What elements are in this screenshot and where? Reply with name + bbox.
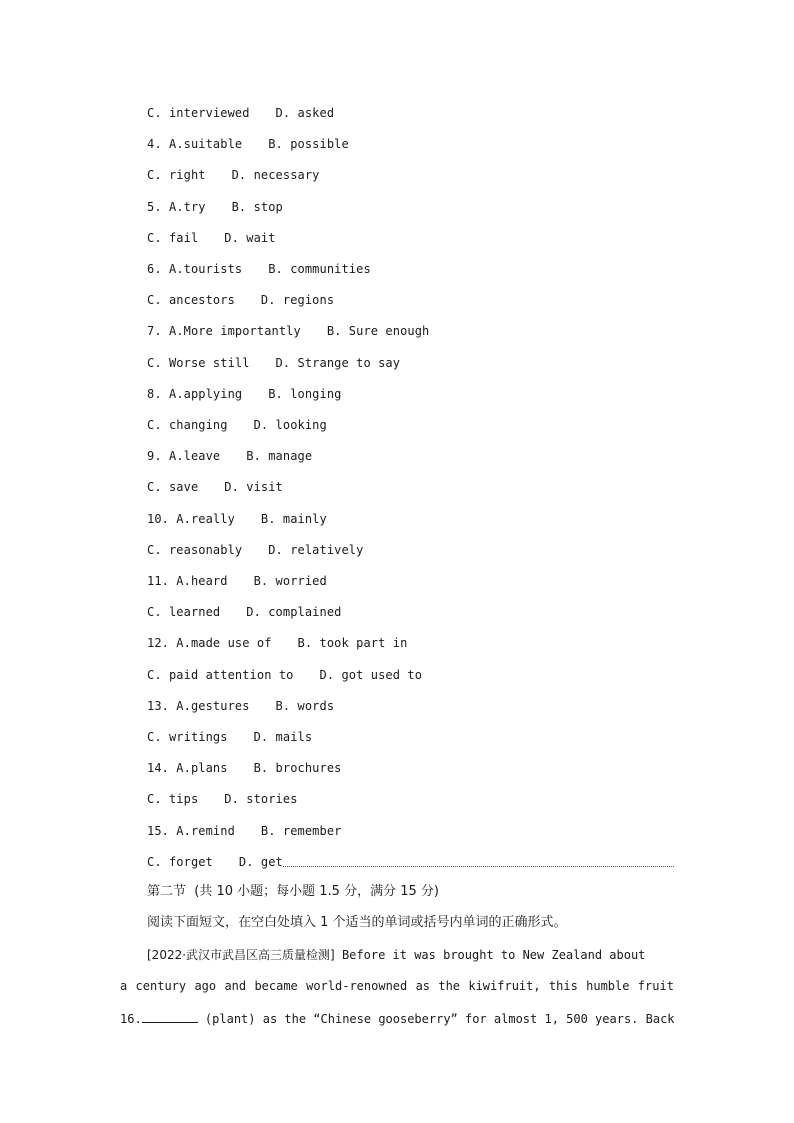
option-a: C. ancestors [147, 293, 235, 307]
option-a: 10. A.really [147, 512, 235, 526]
passage-word: ago [194, 979, 217, 993]
passage-word: kiwifruit, [468, 979, 541, 993]
passage-text: Before it was brought to New Zealand about [341, 948, 646, 962]
option-a: C. fail [147, 231, 199, 245]
passage-word: a [120, 979, 128, 993]
option-a: 14. A.plans [147, 761, 228, 775]
option-b: B. words [275, 699, 335, 713]
option-line [147, 760, 341, 776]
fill-in-blank[interactable] [142, 1010, 198, 1023]
passage-line-1 [147, 947, 674, 963]
option-line [147, 355, 400, 371]
blank-number: 16. [120, 1012, 142, 1026]
option-a: C. right [147, 168, 206, 182]
passage-word: and [224, 979, 247, 993]
option-line [147, 511, 327, 527]
option-b: D. looking [253, 418, 327, 432]
option-a: C. forget [147, 855, 213, 869]
option-b: B. stop [231, 200, 283, 214]
option-line [147, 199, 283, 215]
option-b: B. communities [268, 262, 371, 276]
option-line [147, 292, 334, 308]
option-line [147, 791, 298, 807]
passage-word: century [135, 979, 187, 993]
passage-source: [2022·武汉市武昌区高三质量检测] [147, 948, 335, 962]
option-line [147, 604, 341, 620]
option-a: C. writings [147, 730, 228, 744]
option-b: B. Sure enough [326, 324, 430, 338]
option-line [147, 823, 341, 839]
option-a: 9. A.leave [147, 449, 221, 463]
passage-text: (plant) as the “Chinese gooseberry” for almost 1, 500 years. Back [204, 1012, 675, 1026]
option-b: D. got used to [319, 668, 423, 682]
option-b: B. manage [246, 449, 313, 463]
option-b: D. stories [224, 792, 298, 806]
passage-line-3 [120, 1010, 674, 1027]
option-b: B. possible [268, 137, 349, 151]
option-a: 5. A.try [147, 200, 206, 214]
option-a: C. changing [147, 418, 228, 432]
option-line [147, 386, 341, 402]
option-b: B. remember [260, 824, 342, 838]
option-b: D. visit [224, 480, 283, 494]
option-line [147, 542, 363, 558]
passage-word: the [438, 979, 461, 993]
option-line [147, 479, 283, 495]
passage-word: fruit [637, 979, 674, 993]
dotted-separator [283, 866, 674, 867]
option-b: D. regions [260, 293, 335, 307]
option-a: C. tips [147, 792, 199, 806]
section-instruction: 阅读下面短文，在空白处填入 1 个适当的单词或括号内单词的正确形式。 [147, 915, 567, 930]
option-b: D. get [238, 855, 283, 869]
option-b: D. wait [224, 231, 276, 245]
option-a: C. paid attention to [147, 668, 294, 682]
option-a: 15. A.remind [147, 824, 235, 838]
option-a: 4. A.suitable [147, 137, 243, 151]
option-b: B. brochures [253, 761, 342, 775]
option-line [147, 729, 312, 745]
option-a: 11. A.heard [147, 574, 228, 588]
option-line [147, 230, 276, 246]
option-b: B. mainly [260, 512, 327, 526]
option-line [147, 854, 283, 870]
option-line [147, 448, 312, 464]
option-a: C. interviewed [147, 106, 250, 120]
option-line [147, 167, 320, 183]
option-line [147, 323, 429, 339]
option-b: D. Strange to say [275, 356, 401, 370]
option-line [147, 136, 349, 152]
option-a: 8. A.applying [147, 387, 243, 401]
option-b: B. longing [268, 387, 342, 401]
section-title: 第二节 (共 10 小题；每小题 1.5 分，满分 15 分) [147, 884, 439, 899]
option-b: D. relatively [268, 543, 364, 557]
passage-word: as [415, 979, 431, 993]
option-a: C. learned [147, 605, 221, 619]
option-b: B. worried [253, 574, 327, 588]
option-a: C. Worse still [147, 356, 250, 370]
option-line [147, 417, 327, 433]
option-line [147, 105, 334, 121]
option-a: 12. A.made use of [147, 636, 272, 650]
option-line [147, 698, 334, 714]
option-b: B. took part in [297, 636, 408, 650]
option-line [147, 635, 407, 651]
passage-word: this [548, 979, 578, 993]
passage-word: became [254, 979, 298, 993]
option-a: C. save [147, 480, 199, 494]
option-b: D. asked [275, 106, 335, 120]
option-b: D. necessary [231, 168, 320, 182]
option-line [147, 261, 371, 277]
passage-line-2 [120, 978, 674, 994]
option-line [147, 667, 422, 683]
option-b: D. mails [253, 730, 313, 744]
option-a: C. reasonably [147, 543, 243, 557]
passage-word: world-renowned [306, 979, 408, 993]
option-a: 6. A.tourists [147, 262, 243, 276]
option-a: 13. A.gestures [147, 699, 250, 713]
option-b: D. complained [246, 605, 342, 619]
option-line [147, 573, 327, 589]
option-a: 7. A.More importantly [147, 324, 301, 338]
passage-word: humble [586, 979, 630, 993]
